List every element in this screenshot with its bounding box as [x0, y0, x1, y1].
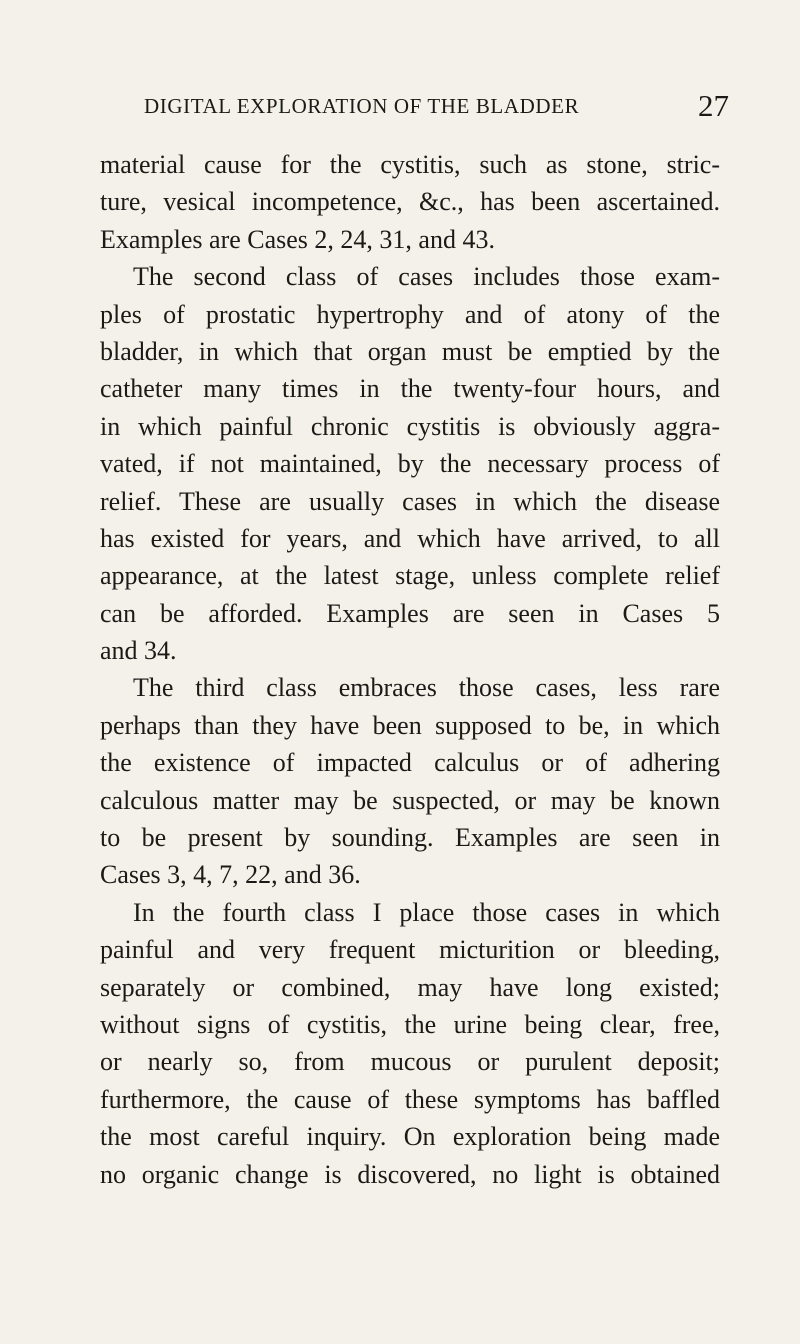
text-line: Cases 3, 4, 7, 22, and 36. [100, 860, 361, 890]
text-line: catheter many times in the twenty-four hours, and [100, 374, 720, 404]
text-line: the existence of impacted calculus or of adhering [100, 748, 720, 778]
text-line: has existed for years, and which have arrived, to all [100, 523, 720, 553]
text-line: or nearly so, from mucous or purulent deposit; [100, 1047, 720, 1077]
text-line: can be afforded. Examples are seen in Cases 5 [100, 598, 720, 628]
text-line: In the fourth class I place those cases in which [133, 897, 720, 927]
text-line: Examples are Cases 2, 24, 31, and 43. [100, 224, 495, 254]
text-line: ples of prostatic hypertrophy and of atony of the [100, 299, 720, 329]
text-line: furthermore, the cause of these symptoms has baffled [100, 1084, 720, 1114]
text-line: the most careful inquiry. On exploration being made [100, 1122, 720, 1152]
text-line: vated, if not maintained, by the necessary process of [100, 449, 720, 479]
text-line: no organic change is discovered, no light is obtained [100, 1159, 720, 1189]
text-line: The third class embraces those cases, less rare [133, 673, 720, 703]
text-line: The second class of cases includes those exam- [133, 262, 720, 292]
text-line: relief. These are usually cases in which the disease [100, 486, 720, 516]
text-line: appearance, at the latest stage, unless complete relief [100, 561, 720, 591]
text-line: bladder, in which that organ must be emptied by the [100, 336, 720, 366]
text-line: material cause for the cystitis, such as stone, stric- [100, 150, 720, 179]
running-title: DIGITAL EXPLORATION OF THE BLADDER [144, 94, 580, 118]
text-line: perhaps than they have been supposed to be, in which [100, 710, 720, 740]
text-line: separately or combined, may have long existed; [100, 972, 720, 1002]
text-line: and 34. [100, 636, 177, 666]
body-text [100, 146, 720, 1193]
text-line: without signs of cystitis, the urine being clear, free, [100, 1009, 720, 1039]
text-line: ture, vesical incompetence, &c., has been ascertained. [100, 187, 720, 217]
running-head [0, 88, 800, 128]
text-line: in which painful chronic cystitis is obviously aggra- [100, 411, 720, 441]
page-number: 27 [698, 88, 729, 123]
text-line: painful and very frequent micturition or bleeding, [100, 935, 720, 965]
text-line: to be present by sounding. Examples are seen in [100, 823, 720, 853]
text-line: calculous matter may be suspected, or may be known [100, 785, 720, 815]
